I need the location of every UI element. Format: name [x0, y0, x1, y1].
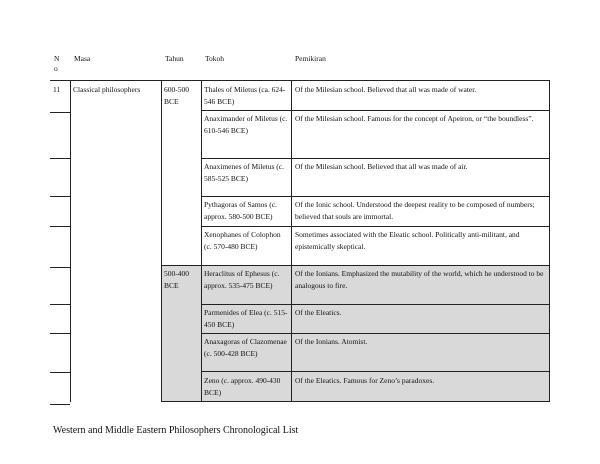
cell-pemikiran: Of the Milesian school. Believed that all was made of air. [295, 162, 468, 171]
row-rule [50, 196, 70, 197]
philosophers-table [50, 0, 550, 410]
bottom-rule [161, 401, 550, 402]
cell-tokoh: Zeno (c. approx. 490-430 BCE) [204, 376, 281, 397]
col-rule [70, 80, 71, 402]
header-tahun: Tahun [165, 54, 184, 63]
cell-pemikiran: Of the Milesian school. Believed that all was made of water. [295, 85, 477, 94]
cell-pemikiran: Of the Eleatics. Famous for Zeno’s paradoxes. [295, 376, 435, 385]
col-rule [201, 80, 202, 402]
row-rule [201, 196, 550, 197]
header-no-line1: N [54, 54, 60, 63]
col-rule [549, 80, 550, 402]
cell-tokoh: Anaximander of Miletus (c. 610-546 BCE) [204, 114, 288, 135]
table-caption: Western and Middle Eastern Philosophers Chronological List [53, 425, 299, 436]
header-pemikiran: Pemikiran [295, 54, 326, 63]
header-no-line2: o [54, 64, 58, 73]
row-rule [201, 371, 550, 372]
col-rule [161, 80, 162, 402]
cell-tokoh: Parmenides of Elea (c. 515-450 BCE) [204, 308, 288, 329]
header-no [54, 54, 59, 74]
cell-tokoh: Thales of Miletus (ca. 624-546 BCE) [204, 85, 286, 106]
cell-masa: Classical philosophers [73, 85, 141, 94]
cell-tahun-500-400: 500-400 BCE [164, 269, 189, 290]
header-rule [50, 80, 550, 81]
row-rule [50, 304, 70, 305]
cell-tahun-600-500: 600-500 BCE [164, 85, 189, 106]
row-rule [50, 226, 70, 227]
row-rule [201, 110, 550, 111]
header-masa: Masa [74, 54, 91, 63]
col-rule [291, 80, 292, 402]
header-tokoh: Tokoh [205, 54, 225, 63]
bottom-rule [50, 404, 70, 405]
row-rule [50, 333, 70, 334]
row-rule [50, 372, 70, 373]
row-rule [50, 267, 70, 268]
cell-tokoh: Pythagoras of Samos (c. approx. 580-500 BCE) [204, 200, 277, 221]
group-rule [161, 265, 550, 266]
row-rule [201, 158, 550, 159]
row-rule [201, 226, 550, 227]
cell-pemikiran: Of the Ionians. Emphasized the mutability of the world, which he understood to be analogous to fire. [295, 269, 544, 290]
cell-tokoh: Xenophanes of Colophon (c. 570-480 BCE) [204, 230, 281, 251]
row-rule [201, 333, 550, 334]
row-rule [50, 112, 70, 113]
cell-tokoh: Anaximenes of Miletus (c. 585-525 BCE) [204, 162, 284, 183]
row-rule [201, 304, 550, 305]
cell-tokoh: Heraclitus of Ephesus (c. approx. 535-475 BCE) [204, 269, 280, 290]
cell-pemikiran: Of the Ionic school. Understood the deepest reality to be composed of numbers; believed that souls are immortal. [295, 200, 535, 221]
cell-no: 11 [53, 85, 61, 94]
cell-pemikiran: Sometimes associated with the Eleatic school. Politically anti-militant, and epistemically skeptical. [295, 230, 520, 251]
cell-pemikiran: Of the Ionians. Atomist. [295, 337, 368, 346]
cell-tokoh: Anaxagoras of Clazomenae (c. 500-428 BCE) [204, 337, 287, 358]
cell-pemikiran: Of the Milesian school. Famous for the concept of Apeiron, or “the boundless”. [295, 114, 534, 123]
cell-pemikiran: Of the Eleatics. [295, 308, 342, 317]
row-rule [50, 158, 70, 159]
